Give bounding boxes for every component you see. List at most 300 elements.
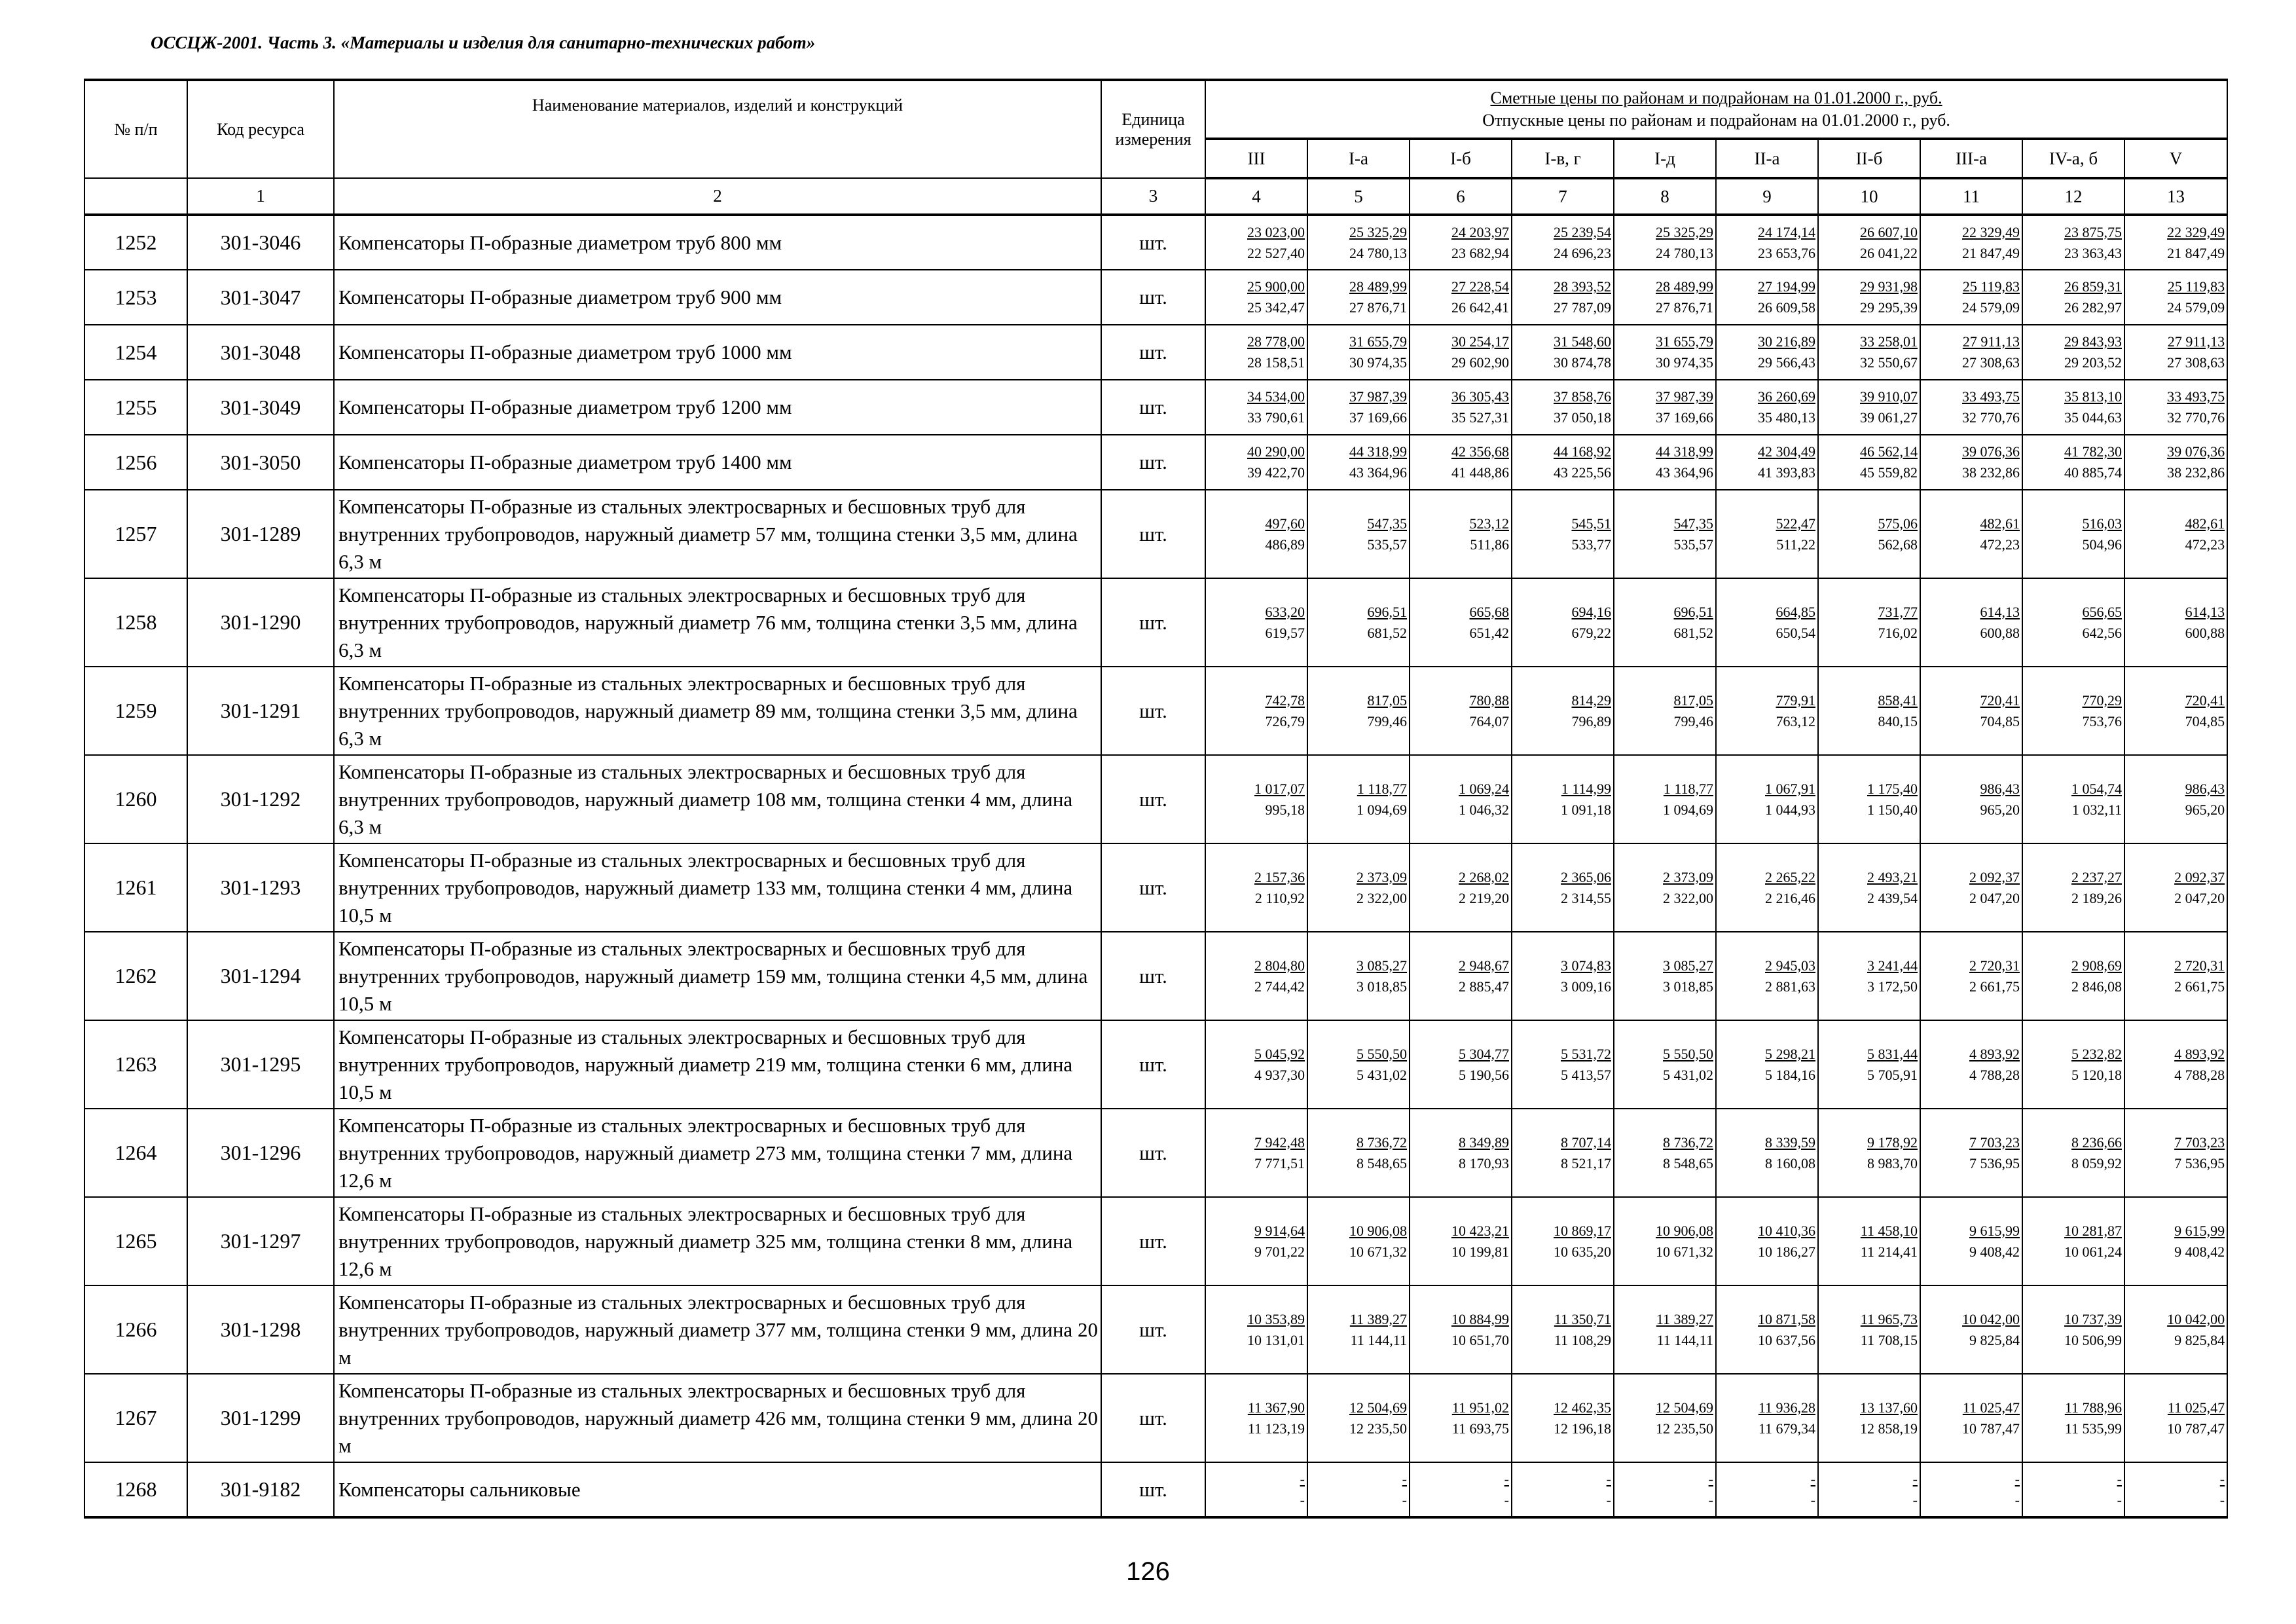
price-cell (1512, 1462, 1614, 1517)
estimate-price: 10 281,87 (2064, 1222, 2122, 1239)
estimate-price: 7 942,48 (1254, 1134, 1305, 1151)
region-header: III (1205, 139, 1307, 178)
price-cell (1512, 215, 1614, 270)
release-price: 796,89 (1571, 712, 1611, 729)
price-cell (1205, 667, 1307, 755)
price-cell (1614, 1197, 1716, 1285)
price-cell (2124, 578, 2227, 667)
material-name: Компенсаторы П-образные из стальных электросварных и бесшовных труб для внутренних трубопроводов, наружный диаметр 108 мм, толщина стенки 4 мм, длина 6,3 м (334, 755, 1101, 843)
release-price: 8 548,65 (1357, 1154, 1407, 1172)
estimate-price: 5 531,72 (1561, 1045, 1611, 1062)
release-price: 2 047,20 (1969, 889, 2020, 906)
release-price: 2 846,08 (2071, 978, 2122, 995)
release-price: 41 448,86 (1451, 464, 1509, 481)
release-price: 43 225,56 (1554, 464, 1611, 481)
estimate-price: 39 076,36 (2167, 443, 2225, 460)
price-cell (2124, 1109, 2227, 1197)
release-price: 9 825,84 (2174, 1331, 2225, 1348)
price-cell (1614, 578, 1716, 667)
estimate-price: 9 615,99 (1969, 1222, 2020, 1239)
price-cell (1307, 1374, 1410, 1462)
release-price: - (2219, 1491, 2225, 1508)
price-cell (1818, 1462, 1920, 1517)
price-cell (1205, 755, 1307, 843)
estimate-price: 10 042,00 (1962, 1310, 2020, 1327)
price-cell (1614, 1109, 1716, 1197)
release-price: 9 408,42 (1969, 1243, 2020, 1260)
estimate-price: 26 607,10 (1860, 223, 1918, 240)
release-price: 840,15 (1878, 712, 1918, 729)
estimate-price: 37 987,39 (1656, 388, 1713, 405)
release-price: 29 602,90 (1451, 354, 1509, 371)
price-cell (1512, 435, 1614, 490)
price-cell (2124, 215, 2227, 270)
release-price: 8 170,93 (1459, 1154, 1509, 1172)
release-price: 1 150,40 (1867, 801, 1918, 818)
release-price: 12 235,50 (1656, 1420, 1713, 1437)
material-name: Компенсаторы П-образные диаметром труб 1400 мм (334, 435, 1101, 490)
estimate-price: 27 911,13 (1962, 333, 2020, 350)
estimate-price: 10 871,58 (1758, 1310, 1815, 1327)
estimate-price: 522,47 (1776, 515, 1815, 532)
release-price: 26 041,22 (1860, 244, 1918, 261)
row-number: 1256 (84, 435, 187, 490)
unit-of-measure: шт. (1101, 578, 1205, 667)
table-row (84, 578, 2227, 667)
price-cell (1716, 1285, 1818, 1374)
estimate-price: 2 493,21 (1867, 868, 1918, 885)
estimate-price: 731,77 (1878, 603, 1918, 620)
price-cell (2022, 1020, 2124, 1109)
price-cell (1818, 578, 1920, 667)
column-number: 5 (1307, 178, 1410, 215)
column-number: 13 (2124, 178, 2227, 215)
release-price: - (1504, 1491, 1509, 1508)
table-row (84, 1285, 2227, 1374)
estimate-price: 665,68 (1469, 603, 1509, 620)
table-row (84, 435, 2227, 490)
header-unit: Единица измерения (1101, 80, 1205, 178)
estimate-price: 39 910,07 (1860, 388, 1918, 405)
estimate-price: 25 119,83 (2167, 278, 2225, 295)
row-number: 1258 (84, 578, 187, 667)
price-cell (1716, 578, 1818, 667)
estimate-price: 25 119,83 (1962, 278, 2020, 295)
price-cell (1512, 1197, 1614, 1285)
release-price: 5 431,02 (1663, 1066, 1713, 1083)
release-price: 23 363,43 (2064, 244, 2122, 261)
estimate-price: 9 615,99 (2174, 1222, 2225, 1239)
estimate-price: 1 114,99 (1561, 780, 1611, 797)
estimate-price: 11 025,47 (1962, 1399, 2020, 1416)
release-price: 11 214,41 (1860, 1243, 1918, 1260)
region-header: I-а (1307, 139, 1410, 178)
estimate-price: 41 782,30 (2064, 443, 2122, 460)
estimate-price: 25 239,54 (1554, 223, 1611, 240)
release-price: 7 536,95 (2174, 1154, 2225, 1172)
price-cell (1512, 1374, 1614, 1462)
estimate-price: 2 373,09 (1663, 868, 1713, 885)
unit-of-measure: шт. (1101, 270, 1205, 325)
resource-code: 301-1297 (187, 1197, 334, 1285)
resource-code: 301-3048 (187, 325, 334, 380)
release-price: 3 018,85 (1357, 978, 1407, 995)
price-cell (1307, 932, 1410, 1020)
price-cell (2022, 270, 2124, 325)
price-cell (1716, 1020, 1818, 1109)
release-price: 2 189,26 (2071, 889, 2122, 906)
region-header: I-в, г (1512, 139, 1614, 178)
price-cell (2124, 270, 2227, 325)
release-price: 10 637,56 (1758, 1331, 1815, 1348)
price-cell (1716, 843, 1818, 932)
price-cell (1307, 755, 1410, 843)
material-name: Компенсаторы П-образные из стальных электросварных и бесшовных труб для внутренних трубопроводов, наружный диаметр 426 мм, толщина стенки 9 мм, длина 20 м (334, 1374, 1101, 1462)
region-header: II-б (1818, 139, 1920, 178)
price-cell (1307, 1462, 1410, 1517)
estimate-price: 694,16 (1571, 603, 1611, 620)
estimate-price: 12 462,35 (1554, 1399, 1611, 1416)
release-price: 535,57 (1367, 536, 1407, 553)
price-cell (1614, 843, 1716, 932)
region-header: I-б (1410, 139, 1512, 178)
price-cell (1818, 325, 1920, 380)
estimate-price: 770,29 (2082, 692, 2122, 709)
price-cell (2022, 435, 2124, 490)
estimate-price: 523,12 (1469, 515, 1509, 532)
estimate-price: - (2219, 1470, 2225, 1487)
release-price: 27 876,71 (1656, 299, 1713, 316)
release-price: 11 108,29 (1554, 1331, 1611, 1348)
price-cell (1205, 215, 1307, 270)
price-cell (1818, 1109, 1920, 1197)
estimate-price: 10 869,17 (1554, 1222, 1611, 1239)
release-price: 21 847,49 (2167, 244, 2225, 261)
row-number: 1262 (84, 932, 187, 1020)
unit-of-measure: шт. (1101, 932, 1205, 1020)
estimate-price: 40 290,00 (1247, 443, 1305, 460)
price-cell (1920, 380, 2022, 435)
estimate-price: 7 703,23 (1969, 1134, 2020, 1151)
estimate-price: 1 054,74 (2071, 780, 2122, 797)
release-price: 40 885,74 (2064, 464, 2122, 481)
unit-of-measure: шт. (1101, 667, 1205, 755)
price-cell (1716, 1197, 1818, 1285)
release-price: 9 701,22 (1254, 1243, 1305, 1260)
column-number: 11 (1920, 178, 2022, 215)
estimate-price: 22 329,49 (2167, 223, 2225, 240)
estimate-price: - (1708, 1470, 1713, 1487)
estimate-price: 31 655,79 (1656, 333, 1713, 350)
estimate-price: 22 329,49 (1962, 223, 2020, 240)
estimate-price: 12 504,69 (1656, 1399, 1713, 1416)
release-price: 30 974,35 (1656, 354, 1713, 371)
estimate-price: 2 948,67 (1459, 957, 1509, 974)
price-cell (1716, 435, 1818, 490)
header-no: № п/п (84, 80, 187, 178)
release-price: 965,20 (1980, 801, 2020, 818)
estimate-price: 10 737,39 (2064, 1310, 2122, 1327)
estimate-price: 2 720,31 (2174, 957, 2225, 974)
estimate-price: 2 804,80 (1254, 957, 1305, 974)
estimate-price: 44 318,99 (1656, 443, 1713, 460)
unit-of-measure: шт. (1101, 435, 1205, 490)
table-row (84, 270, 2227, 325)
estimate-price: 11 350,71 (1554, 1310, 1611, 1327)
release-price: 650,54 (1776, 624, 1815, 641)
price-cell (1410, 325, 1512, 380)
release-price: 32 770,76 (2167, 409, 2225, 426)
release-price: 995,18 (1265, 801, 1305, 818)
column-number: 12 (2022, 178, 2124, 215)
price-cell (2022, 1374, 2124, 1462)
price-cell (1614, 215, 1716, 270)
estimate-price: - (2014, 1470, 2020, 1487)
estimate-price: - (1810, 1470, 1815, 1487)
price-cell (1716, 490, 1818, 578)
price-cell (1205, 1285, 1307, 1374)
unit-of-measure: шт. (1101, 1374, 1205, 1462)
release-price: 11 535,99 (2064, 1420, 2122, 1437)
release-price: 2 439,54 (1867, 889, 1918, 906)
release-price: 30 874,78 (1554, 354, 1611, 371)
release-price: 10 787,47 (1962, 1420, 2020, 1437)
release-price: 2 047,20 (2174, 889, 2225, 906)
estimate-price: 37 987,39 (1349, 388, 1407, 405)
estimate-price: 2 268,02 (1459, 868, 1509, 885)
estimate-price: 5 831,44 (1867, 1045, 1918, 1062)
price-cell (2022, 755, 2124, 843)
release-price: 8 521,17 (1561, 1154, 1611, 1172)
estimate-price: 33 493,75 (1962, 388, 2020, 405)
release-price: 2 216,46 (1765, 889, 1815, 906)
table-row (84, 843, 2227, 932)
row-number: 1255 (84, 380, 187, 435)
estimate-price: 656,65 (2082, 603, 2122, 620)
price-cell (1410, 755, 1512, 843)
estimate-price: 37 858,76 (1554, 388, 1611, 405)
release-price: 2 219,20 (1459, 889, 1509, 906)
release-price: 8 059,92 (2071, 1154, 2122, 1172)
estimate-price: 814,29 (1571, 692, 1611, 709)
estimate-price: 30 254,17 (1451, 333, 1509, 350)
header-name: Наименование материалов, изделий и конструкций (334, 80, 1101, 178)
estimate-price: 30 216,89 (1758, 333, 1815, 350)
price-table (84, 79, 2228, 1519)
price-cell (1716, 380, 1818, 435)
estimate-price: 10 353,89 (1247, 1310, 1305, 1327)
release-price: 704,85 (2185, 712, 2225, 729)
estimate-price: 986,43 (2185, 780, 2225, 797)
price-cell (1205, 380, 1307, 435)
release-price: 11 144,11 (1656, 1331, 1713, 1348)
price-cell (1205, 270, 1307, 325)
header-prices (1205, 80, 2227, 139)
column-number: 3 (1101, 178, 1205, 215)
price-cell (1410, 215, 1512, 270)
resource-code: 301-1290 (187, 578, 334, 667)
header-release-prices: Отпускные цены по районам и подрайонам на 01.01.2000 г., руб. (1482, 111, 1950, 130)
estimate-price: 497,60 (1265, 515, 1305, 532)
price-cell (1205, 843, 1307, 932)
estimate-price: 779,91 (1776, 692, 1815, 709)
estimate-price: 986,43 (1980, 780, 2020, 797)
release-price: 2 314,55 (1561, 889, 1611, 906)
estimate-price: 3 085,27 (1357, 957, 1407, 974)
estimate-price: 10 906,08 (1349, 1222, 1407, 1239)
release-price: 4 937,30 (1254, 1066, 1305, 1083)
price-cell (1818, 270, 1920, 325)
estimate-price: 3 241,44 (1867, 957, 1918, 974)
release-price: 39 061,27 (1860, 409, 1918, 426)
price-cell (1410, 1285, 1512, 1374)
release-price: 10 651,70 (1451, 1331, 1509, 1348)
table-row (84, 1462, 2227, 1517)
release-price: 8 160,08 (1765, 1154, 1815, 1172)
price-cell (1614, 490, 1716, 578)
release-price: 39 422,70 (1247, 464, 1305, 481)
release-price: 10 671,32 (1349, 1243, 1407, 1260)
price-cell (1205, 578, 1307, 667)
release-price: - (1402, 1491, 1407, 1508)
price-cell (1410, 1462, 1512, 1517)
price-cell (1410, 1374, 1512, 1462)
material-name: Компенсаторы П-образные из стальных электросварных и бесшовных труб для внутренних трубопроводов, наружный диаметр 325 мм, толщина стенки 8 мм, длина 12,6 м (334, 1197, 1101, 1285)
price-cell (1716, 215, 1818, 270)
price-cell (1205, 490, 1307, 578)
estimate-price: 42 304,49 (1758, 443, 1815, 460)
release-price: 9 408,42 (2174, 1243, 2225, 1260)
material-name: Компенсаторы П-образные диаметром труб 900 мм (334, 270, 1101, 325)
price-cell (1410, 667, 1512, 755)
release-price: 30 974,35 (1349, 354, 1407, 371)
estimate-price: 2 365,06 (1561, 868, 1611, 885)
price-cell (1512, 843, 1614, 932)
resource-code: 301-3050 (187, 435, 334, 490)
price-cell (1205, 1109, 1307, 1197)
release-price: - (1810, 1491, 1815, 1508)
price-cell (1614, 1020, 1716, 1109)
price-cell (1410, 380, 1512, 435)
price-cell (1818, 843, 1920, 932)
table-row (84, 1374, 2227, 1462)
release-price: 5 431,02 (1357, 1066, 1407, 1083)
price-cell (2124, 843, 2227, 932)
column-number: 6 (1410, 178, 1512, 215)
release-price: 12 235,50 (1349, 1420, 1407, 1437)
release-price: 41 393,83 (1758, 464, 1815, 481)
release-price: 7 771,51 (1254, 1154, 1305, 1172)
estimate-price: 11 965,73 (1860, 1310, 1918, 1327)
price-cell (1205, 435, 1307, 490)
price-cell (1818, 932, 1920, 1020)
release-price: 511,86 (1470, 536, 1509, 553)
estimate-price: 614,13 (1980, 603, 2020, 620)
price-cell (1818, 1020, 1920, 1109)
release-price: 26 282,97 (2064, 299, 2122, 316)
price-cell (2022, 1109, 2124, 1197)
release-price: 10 787,47 (2167, 1420, 2225, 1437)
release-price: 10 506,99 (2064, 1331, 2122, 1348)
price-cell (1410, 1020, 1512, 1109)
release-price: 29 566,43 (1758, 354, 1815, 371)
table-row (84, 1020, 2227, 1109)
release-price: 10 186,27 (1758, 1243, 1815, 1260)
release-price: 3 172,50 (1867, 978, 1918, 995)
row-number: 1266 (84, 1285, 187, 1374)
release-price: 12 196,18 (1554, 1420, 1611, 1437)
release-price: 472,23 (2185, 536, 2225, 553)
release-price: 29 203,52 (2064, 354, 2122, 371)
resource-code: 301-3049 (187, 380, 334, 435)
release-price: 25 342,47 (1247, 299, 1305, 316)
resource-code: 301-1294 (187, 932, 334, 1020)
estimate-price: 23 875,75 (2064, 223, 2122, 240)
estimate-price: 482,61 (1980, 515, 2020, 532)
release-price: 10 131,01 (1247, 1331, 1305, 1348)
price-cell (1818, 755, 1920, 843)
estimate-price: 8 339,59 (1765, 1134, 1815, 1151)
release-price: 24 780,13 (1349, 244, 1407, 261)
material-name: Компенсаторы П-образные из стальных электросварных и бесшовных труб для внутренних трубопроводов, наружный диаметр 89 мм, толщина стенки 3,5 мм, длина 6,3 м (334, 667, 1101, 755)
resource-code: 301-9182 (187, 1462, 334, 1517)
release-price: 22 527,40 (1247, 244, 1305, 261)
estimate-price: 11 936,28 (1758, 1399, 1815, 1416)
release-price: 35 044,63 (2064, 409, 2122, 426)
price-cell (1512, 270, 1614, 325)
estimate-price: 11 367,90 (1247, 1399, 1305, 1416)
price-cell (1205, 1020, 1307, 1109)
release-price: - (1912, 1491, 1918, 1508)
estimate-price: - (1402, 1470, 1407, 1487)
estimate-price: 11 458,10 (1860, 1222, 1918, 1239)
estimate-price: 2 157,36 (1254, 868, 1305, 885)
estimate-price: 11 951,02 (1451, 1399, 1509, 1416)
release-price: 5 184,16 (1765, 1066, 1815, 1083)
release-price: 23 682,94 (1451, 244, 1509, 261)
unit-of-measure: шт. (1101, 1197, 1205, 1285)
estimate-price: - (1504, 1470, 1509, 1487)
release-price: 27 876,71 (1349, 299, 1407, 316)
estimate-price: 5 550,50 (1357, 1045, 1407, 1062)
material-name: Компенсаторы сальниковые (334, 1462, 1101, 1517)
estimate-price: 7 703,23 (2174, 1134, 2225, 1151)
price-cell (1614, 1374, 1716, 1462)
release-price: 965,20 (2185, 801, 2225, 818)
estimate-price: 5 232,82 (2071, 1045, 2122, 1062)
release-price: 11 144,11 (1350, 1331, 1407, 1348)
estimate-price: 614,13 (2185, 603, 2225, 620)
row-number: 1263 (84, 1020, 187, 1109)
estimate-price: 5 298,21 (1765, 1045, 1815, 1062)
release-price: 26 609,58 (1758, 299, 1815, 316)
estimate-price: 2 092,37 (2174, 868, 2225, 885)
price-cell (1410, 435, 1512, 490)
estimate-price: 664,85 (1776, 603, 1815, 620)
estimate-price: 575,06 (1878, 515, 1918, 532)
estimate-price: 11 788,96 (2064, 1399, 2122, 1416)
estimate-price: 23 023,00 (1247, 223, 1305, 240)
release-price: 37 050,18 (1554, 409, 1611, 426)
resource-code: 301-3046 (187, 215, 334, 270)
estimate-price: 10 423,21 (1451, 1222, 1509, 1239)
price-cell (1410, 932, 1512, 1020)
estimate-price: 27 911,13 (2167, 333, 2225, 350)
table-row (84, 215, 2227, 270)
release-price: 600,88 (1980, 624, 2020, 641)
release-price: 799,46 (1367, 712, 1407, 729)
estimate-price: 547,35 (1367, 515, 1407, 532)
